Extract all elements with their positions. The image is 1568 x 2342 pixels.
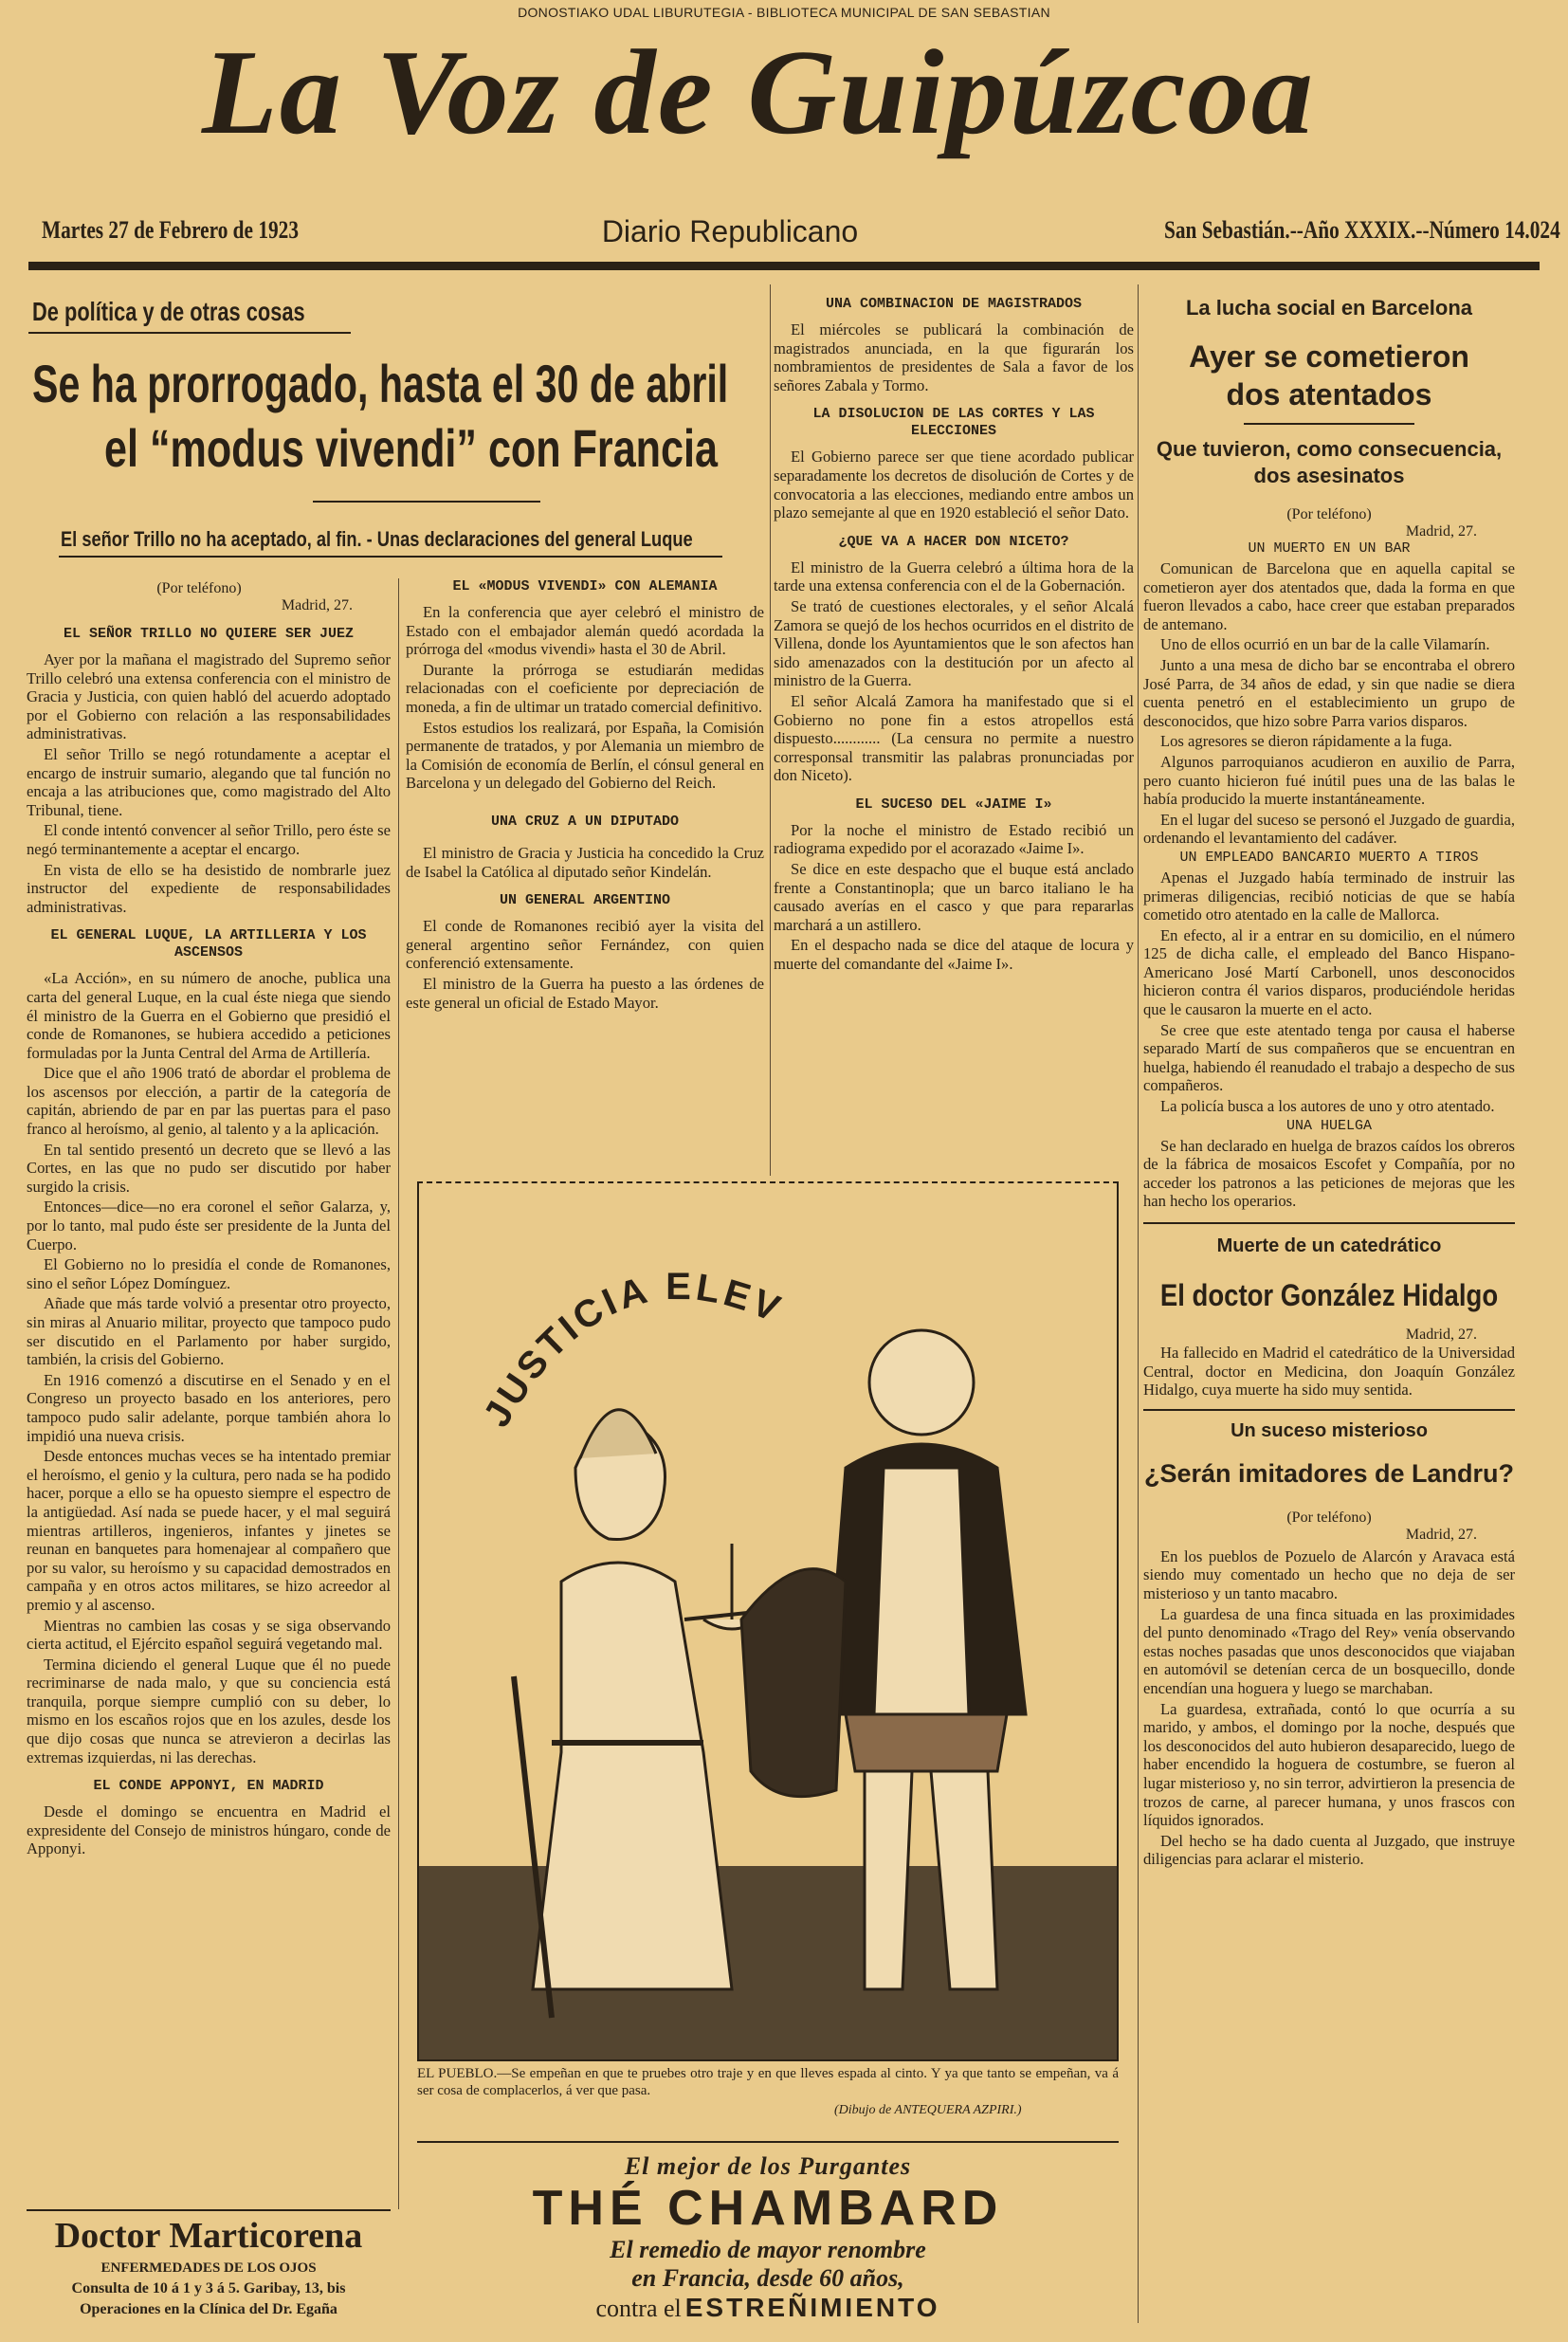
dateline: Madrid, 27.: [1405, 523, 1477, 540]
subhead: UN EMPLEADO BANCARIO MUERTO A TIROS: [1179, 849, 1479, 866]
cartoon-frame: [417, 1181, 1119, 2061]
cartoon-bottom-rule: [417, 2141, 1119, 2143]
paragraph: El conde intentó convencer al señor Trillo, pero éste se negó terminantemente a aceptar el encargo.: [27, 821, 391, 858]
cartoon-caption: EL PUEBLO.—Se empeñan en que te pruebes otro traje y en que lleves espada al cinto. Y ya que tanto se empeñan, va á ser cosa de complacerlos, á ver que pasa.: [417, 2066, 1119, 2098]
masthead-date: Martes 27 de Febrero de 1923: [42, 216, 299, 244]
column-rule-2: [770, 284, 771, 1176]
ad-doctor-line3: Operaciones en la Clínica del Dr. Egaña: [80, 2301, 337, 2317]
ad-doctor-rule: [27, 2209, 391, 2211]
byline: (Por teléfono): [1286, 1509, 1372, 1526]
paragraph: Ha fallecido en Madrid el catedrático de la Universidad Central, doctor en Medicina, don Joaquín González Hidalgo, cuya muerte ha sido muy sentida.: [1143, 1344, 1515, 1400]
paragraph: El ministro de la Guerra ha puesto a las órdenes de este general un oficial de Estado Mayor.: [406, 974, 764, 1012]
kicker: Un suceso misterioso: [1231, 1419, 1428, 1441]
paragraph: Se trató de cuestiones electorales, y el señor Alcalá Zamora se quejó de los hechos ocurridos en el distrito de Villena, donde los Ayuntamientos que le son afectos han sido amenazados con la destitución por un afecto al ministro de la Guerra.: [774, 596, 1134, 690]
paragraph: El Gobierno no lo presidía el conde de Romanones, sino el señor López Domínguez.: [27, 1255, 391, 1292]
paragraph: En el despacho nada se dice del ataque de locura y muerte del comandante del «Jaime I».: [774, 936, 1134, 974]
byline: (Por teléfono): [1286, 506, 1372, 522]
rule: [1143, 1222, 1515, 1224]
paragraph: En el lugar del suceso se personó el Juzgado de guardia, ordenando el levantamiento del cadáver.: [1143, 810, 1515, 848]
subhead: UNA COMBINACION DE MAGISTRADOS: [825, 296, 1083, 312]
paragraph: El miércoles se publicará la combinación de magistrados anunciada, en la que figurarán los nombramientos de presidentes de Sala a favor de los señores Zabala y Tormo.: [774, 320, 1134, 394]
subhead: EL GENERAL LUQUE, LA ARTILLERIA Y LOS ASCENSOS: [50, 927, 367, 961]
paragraph: El señor Trillo se negó rotundamente a aceptar el encargo de instruir sumario, alegando que tal función no encaja a las atribuciones que, como magistrado del Alto Tribunal, tiene.: [27, 744, 391, 819]
headline: Ayer se cometieron dos atentados: [1189, 339, 1469, 412]
paragraph: La guardesa de una finca situada en las proximidades del punto denominado «Trago del Rey» venía observando estas noches pasadas que unos desconocidos que viajaban en automóvil se detenían cerca de un bosquecillo, donde encendían una hoguera y luego se marchaban.: [1143, 1604, 1515, 1697]
rule: [1143, 1409, 1515, 1411]
lead-kicker: De política y de otras cosas: [32, 297, 305, 326]
subhead: ¿QUE VA A HACER DON NICETO?: [838, 533, 1069, 550]
paragraph: Uno de ellos ocurrió en un bar de la calle Vilamarín.: [1160, 635, 1490, 654]
deck: Que tuvieron, como consecuencia, dos asesinatos: [1156, 437, 1503, 487]
library-header: DONOSTIAKO UDAL LIBURUTEGIA - BIBLIOTECA MUNICIPAL DE SAN SEBASTIAN: [518, 5, 1050, 20]
cartoon-illustration: [419, 1183, 1117, 2059]
column-4: [1143, 296, 1515, 2334]
rule: [1244, 423, 1414, 425]
paragraph: Los agresores se dieron rápidamente a la fuga.: [1160, 732, 1452, 751]
subhead: EL SUCESO DEL «JAIME I»: [855, 796, 1052, 813]
subhead: UNA HUELGA: [1285, 1117, 1372, 1134]
paragraph: La policía busca a los autores de uno y otro atentado.: [1160, 1097, 1495, 1116]
column-rule-3: [1138, 284, 1139, 2323]
paragraph: Entonces—dice—no era coronel el señor Galarza, y, por lo tanto, mal pudo éste ser presidente de la Junta del Cuerpo.: [27, 1198, 391, 1253]
lead-rule: [313, 501, 540, 503]
paragraph: Dice que el año 1906 trató de abordar el problema de los ascensos por elección, a partir de la categoría de capitán, abriendo de par en par las puertas para el paso franco al heroísmo, al genio, al talento y a la aplicación.: [27, 1064, 391, 1139]
ad-doctor-line2: Consulta de 10 á 1 y 3 á 5. Garibay, 13, bis: [71, 2280, 346, 2296]
paragraph: Estos estudios los realizará, por España, la Comisión permanente de tratados, y por Alemania un miembro de la Comisión de economía de Berlín, el cónsul general en Barcelona y un delegado del Gobierno del Reich.: [406, 718, 764, 793]
column-1: [27, 580, 391, 2202]
subhead: LA DISOLUCION DE LAS CORTES Y LAS ELECCIONES: [812, 406, 1095, 440]
ad-doctor-line1: ENFERMEDADES DE LOS OJOS: [100, 2260, 317, 2276]
ad-chambard-brand: THÉ CHAMBARD: [532, 2181, 1004, 2236]
subhead: UN GENERAL ARGENTINO: [499, 892, 671, 909]
kicker: Muerte de un catedrático: [1216, 1235, 1442, 1256]
headline: El doctor González Hidalgo: [1159, 1278, 1499, 1312]
subhead: EL «MODUS VIVENDI» CON ALEMANIA: [452, 578, 718, 595]
paragraph: En vista de ello se ha desistido de nombrarle juez instructor del expediente de responsabilidades administrativas.: [27, 860, 391, 916]
column-3: [774, 296, 1134, 1178]
paragraph: Desde el domingo se encuentra en Madrid el expresidente del Consejo de ministros húngaro, conde de Apponyi.: [27, 1802, 391, 1858]
cartoon-credit: (Dibujo de ANTEQUERA AZPIRI.): [834, 2103, 1022, 2117]
paragraph: Añade que más tarde volvió a presentar otro proyecto, sin miras al Anuario militar, proyecto que tampoco pudo ser discutido en el Parlamento por haber surgido, también, la crisis del Gobierno.: [27, 1294, 391, 1369]
byline: (Por teléfono): [156, 580, 242, 596]
lead-deck: El señor Trillo no ha aceptado, al fin. - Unas declaraciones del general Luque: [61, 527, 693, 551]
paragraph: Se han declarado en huelga de brazos caídos los obreros de la fábrica de mosaicos Escofet y Compañía, por no acceder los patronos a las peticiones de mejoras que les han hecho los operarios.: [1143, 1136, 1515, 1211]
paragraph: En la conferencia que ayer celebró el ministro de Estado con el embajador alemán quedó acordada la prórroga del «modus vivendi» hasta el 30 de Abril.: [406, 603, 764, 659]
headline: ¿Serán imitadores de Landru?: [1143, 1458, 1515, 1488]
paragraph: Durante la prórroga se estudiarán medidas relacionadas con el coeficiente por depreciación de moneda, a fin de ultimar un tratado comercial definitivo.: [406, 660, 764, 716]
masthead-title: La Voz de Guipúzcoa: [201, 25, 1316, 159]
paragraph: Desde entonces muchas veces se ha intentado premiar el heroísmo, el genio y la cultura, pero nada se ha podido hacer, porque a ello se ha opuesto siempre el espectro de la antigüedad. Así nada se puede hacer, y el mal seguirá mientras artilleros, ingenieros, infantes y jinetes se reunan en banquetes para homenajear al compañero que por su valor, su heroísmo y su capacidad demostrados en campaña y en otros actos militares, se hizo acreedor al premio y al ascenso.: [27, 1447, 391, 1614]
lead-kicker-underline: [28, 332, 351, 334]
paragraph: Mientras no cambien las cosas y se siga observando cierta actitud, el Ejército español seguirá vegetando mal.: [27, 1616, 391, 1654]
ad-doctor-name: Doctor Marticorena: [54, 2216, 363, 2256]
paragraph: En efecto, al ir a entrar en su domicilio, en el número 125 de dicha calle, el empleado del Banco Hispano-Americano José Martí Carbonell, unos desconocidos hicieron contra él varios disparos, produciéndole heridas que le causaron la muerte en el acto.: [1143, 925, 1515, 1019]
paragraph: Por la noche el ministro de Estado recibió un radiograma expedido por el acorazado «Jaime I».: [774, 820, 1134, 858]
paragraph: Apenas el Juzgado había terminado de instruir las primeras diligencias, recibió noticias de que se había cometido otro atentado en la calle de Mallorca.: [1143, 868, 1515, 924]
paragraph: Ayer por la mañana el magistrado del Supremo señor Trillo celebró una extensa conferencia con el ministro de Gracia y Justicia, con quien habló del acuerdo adoptado por el Gobierno con relación a las responsabilidades administrativas.: [27, 650, 391, 743]
ad-chambard-line1: El mejor de los Purgantes: [624, 2152, 912, 2180]
paragraph: Se cree que este atentado tenga por causa el haberse separado Martí de sus compañeros que se encuentran en huelga, habiendo él reanudado el trabajo a despecho de sus compañeros.: [1143, 1020, 1515, 1095]
paragraph: El Gobierno parece ser que tiene acordado publicar separadamente los decretos de disolución de Cortes y de convocatoria a las elecciones, mediando entre ambos un plazo semejante al que en 1920 estableció el señor Dato.: [774, 448, 1134, 522]
lead-deck-underline: [59, 556, 722, 558]
ad-chambard-line4a: contra el: [595, 2295, 682, 2322]
paragraph: Comunican de Barcelona que en aquella capital se cometieron ayer dos atentados que, dada la forma en que fueron llevados a cabo, hace creer que estaban preparados de antemano.: [1143, 559, 1515, 633]
ad-chambard-line3: en Francia, desde 60 años,: [631, 2264, 904, 2292]
paragraph: Junto a una mesa de dicho bar se encontraba el obrero José Parra, de 34 años de edad, y sin que nadie se diera cuenta penetró en el establecimiento un grupo de desconocidos, que hizo sobre Parra varios disparos.: [1143, 655, 1515, 730]
kicker: La lucha social en Barcelona: [1185, 296, 1472, 320]
ad-chambard: [417, 2152, 1119, 2333]
paragraph: El conde de Romanones recibió ayer la visita del general argentino señor Fernández, con quien conferenció extensamente.: [406, 917, 764, 973]
paragraph: Del hecho se ha dado cuenta al Juzgado, que instruye diligencias para aclarar el misterio.: [1143, 1831, 1515, 1869]
subhead: EL SEÑOR TRILLO NO QUIERE SER JUEZ: [63, 626, 355, 642]
column-2: [406, 575, 764, 1181]
paragraph: «La Acción», en su número de anoche, publica una carta del general Luque, en la cual éste niega que siendo él ministro de la Guerra en el Gobierno que presidió el conde de Romanones, se hubiera accedido a peticiones formuladas por la Junta Central del Arma de Artillería.: [27, 969, 391, 1062]
paragraph: El ministro de Gracia y Justicia ha concedido la Cruz de Isabel la Católica al diputado señor Kindelán.: [406, 843, 764, 881]
paragraph: En los pueblos de Pozuelo de Alarcón y Aravaca está siendo muy comentado un hecho que no deja de ser misterioso y un tanto macabro.: [1143, 1546, 1515, 1602]
subhead: EL CONDE APPONYI, EN MADRID: [93, 1778, 324, 1795]
masthead-tagline: Diario Republicano: [601, 214, 859, 248]
lead-headline-2: el “modus vivendi” con Francia: [104, 418, 718, 478]
cartoon-banner: JUSTICIA ELEV: [475, 1266, 787, 1435]
subhead: UN MUERTO EN UN BAR: [1248, 540, 1411, 557]
paragraph: Termina diciendo el general Luque que él no puede recriminarse de nada malo, y que su conciencia está tranquila, porque siempre cumplió con su deber, lo mismo en los escaños rojos que en los azules, desde los que dijo cosas que nunca se atrevieron a decirlas las extremas izquierdas, ni las derechas.: [27, 1655, 391, 1766]
dateline: Madrid, 27.: [281, 597, 353, 613]
dateline: Madrid, 27.: [1405, 1327, 1477, 1343]
ad-doctor: [27, 2215, 391, 2338]
dateline: Madrid, 27.: [1405, 1526, 1477, 1543]
paragraph: En tal sentido presentó un decreto que se llevó a las Cortes, en las que no pudo ser discutido por haber surgido la crisis.: [27, 1140, 391, 1196]
masthead-issue: San Sebastián.--Año XXXIX.--Número 14.024: [1164, 216, 1560, 244]
paragraph: Algunos parroquianos acudieron en auxilio de Parra, pero cuanto hicieron fué inútil pues una de las balas le había producido la muerte instantáneamente.: [1143, 752, 1515, 809]
ad-chambard-line2: El remedio de mayor renombre: [610, 2236, 926, 2263]
paragraph: La guardesa, extrañada, contó lo que ocurría a su marido, y ambos, el domingo por la noche, después que los desconocidos del auto hubieron desaparecido, luego de haber encendido la hoguera de costumbre, se fueron al lugar misterioso y, no sin terror, advirtieron la presencia de trozos de carne, al parecer humana, y unos frascos con líquidos ignorados.: [1143, 1699, 1515, 1830]
column-rule-1: [398, 578, 399, 2209]
paragraph: Se dice en este despacho que el buque está anclado frente a Constantinopla; que un barco italiano le ha causado averías en el casco y que para repararlas marchará a un astillero.: [774, 860, 1134, 934]
paragraph: El señor Alcalá Zamora ha manifestado que si el Gobierno no pone fin a estos atropellos está dispuesto............ (La censura no permite a nuestro corresponsal transmitir las palabras pronunciadas por don Niceto).: [774, 691, 1134, 785]
lead-headline-1: Se ha prorrogado, hasta el 30 de abril: [32, 354, 729, 413]
paragraph: El ministro de la Guerra celebró a última hora de la tarde una extensa conferencia con el de la Gobernación.: [774, 558, 1134, 595]
paragraph: En 1916 comenzó a discutirse en el Senado y en el Congreso un proyecto basado en los anteriores, pero tampoco pudo salir adelante, porque también ahora lo impidió una nueva crisis.: [27, 1370, 391, 1445]
subhead: UNA CRUZ A UN DIPUTADO: [490, 813, 680, 830]
masthead-rule: [28, 262, 1540, 270]
ad-chambard-line4b: ESTREÑIMIENTO: [684, 2293, 940, 2322]
